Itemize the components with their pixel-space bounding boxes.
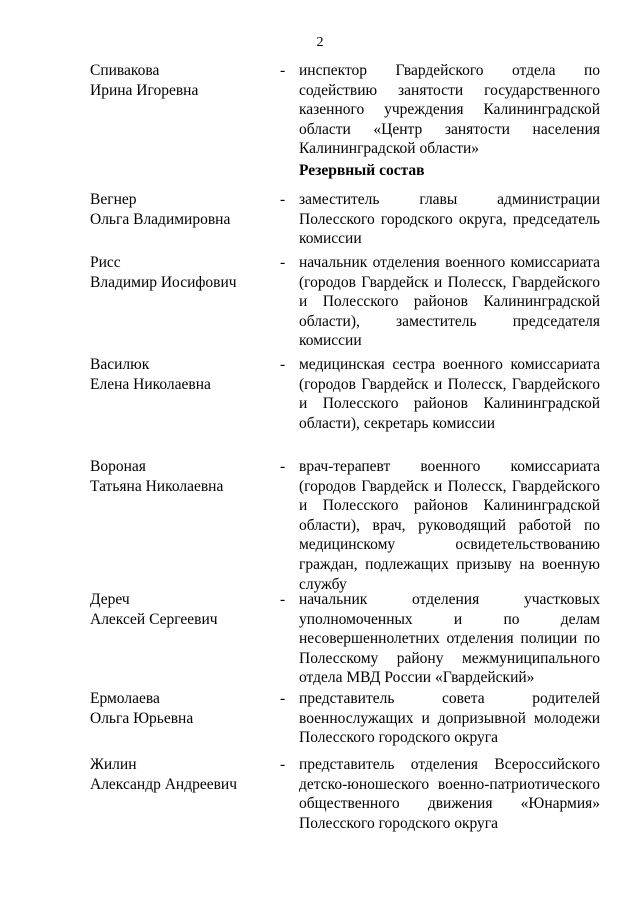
- member-surname: Василюк: [90, 356, 150, 373]
- member-surname: Вегнер: [90, 191, 137, 208]
- member-dash: -: [280, 591, 286, 608]
- member-surname: Жилин: [90, 756, 137, 773]
- member-surname: Вороная: [90, 458, 146, 475]
- member-name: [90, 590, 270, 630]
- member-dash: -: [280, 690, 286, 707]
- member-given-names: Владимир Иосифович: [90, 274, 237, 291]
- member-dash: -: [280, 458, 286, 475]
- reserve-section-heading: Резервный состав: [299, 162, 425, 179]
- member-name: [90, 689, 270, 729]
- member-given-names: Татьяна Николаевна: [90, 478, 224, 495]
- member-name: [90, 190, 270, 230]
- member-surname: Дереч: [90, 591, 130, 608]
- member-role: врач-терапевт военного комиссариата (городов Гвардейск и Полесск, Гвардейского и Полесского районов Калининградской области), врач, руководящий работой по медицинскому освидетельствованию граждан, подлежащих призыву на военную службу: [299, 458, 600, 593]
- member-dash: -: [280, 356, 286, 373]
- member-role: представитель совета родителей военнослужащих и допризывной молодежи Полесского городского округа: [299, 690, 600, 747]
- member-surname: Рисс: [90, 254, 121, 271]
- member-role: медицинская сестра военного комиссариата (городов Гвардейск и Полесск, Гвардейского и Полесского районов Калининградской области), секретарь комиссии: [299, 356, 600, 432]
- member-role: представитель отделения Всероссийского детско-юношеского военно-патриотического общественного движения «Юнармия» Полесского городского округа: [299, 756, 600, 832]
- member-name: [90, 253, 270, 293]
- member-name: [90, 355, 270, 395]
- member-name: [90, 61, 270, 101]
- member-name: [90, 457, 270, 497]
- member-name: [90, 755, 270, 795]
- member-role: начальник отделения военного комиссариата (городов Гвардейск и Полесск, Гвардейского и Полесского районов Калининградской области), заместитель председателя комиссии: [299, 254, 600, 350]
- page-number: 2: [316, 35, 324, 50]
- member-role: заместитель главы администрации Полесского городского округа, председатель комиссии: [299, 191, 600, 248]
- member-given-names: Ольга Юрьевна: [90, 710, 194, 727]
- member-dash: -: [280, 62, 286, 79]
- member-given-names: Алексей Сергеевич: [90, 611, 218, 628]
- member-role: начальник отделения участковых уполномоченных и по делам несовершеннолетних отделения полиции по Полесскому району межмуниципального отдела МВД России «Гвардейский»: [299, 591, 600, 687]
- member-dash: -: [280, 254, 286, 271]
- member-given-names: Елена Николаевна: [90, 376, 211, 393]
- member-given-names: Ирина Игоревна: [90, 82, 199, 99]
- member-surname: Спивакова: [90, 62, 160, 79]
- member-given-names: Александр Андреевич: [90, 776, 238, 793]
- member-given-names: Ольга Владимировна: [90, 211, 231, 228]
- member-dash: -: [280, 756, 286, 773]
- member-role: инспектор Гвардейского отдела по содействию занятости государственного казенного учреждения Калининградской области «Центр занятости населения Калининградской области»: [299, 62, 600, 158]
- member-dash: -: [280, 191, 286, 208]
- member-surname: Ермолаева: [90, 690, 160, 707]
